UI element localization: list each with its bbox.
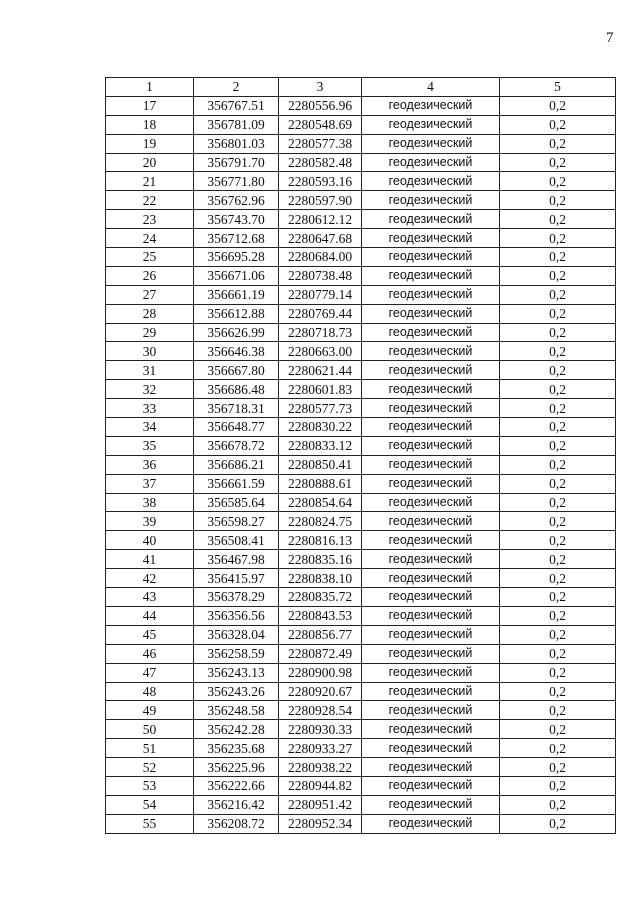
column-header: 3 bbox=[279, 78, 362, 97]
y-coordinate-cell: 2280577.38 bbox=[279, 134, 362, 153]
y-coordinate-cell: 2280920.67 bbox=[279, 682, 362, 701]
x-coordinate-cell: 356328.04 bbox=[194, 625, 279, 644]
point-number-cell: 36 bbox=[106, 455, 194, 474]
accuracy-cell: 0,2 bbox=[500, 531, 616, 550]
accuracy-cell: 0,2 bbox=[500, 210, 616, 229]
method-cell: геодезический bbox=[362, 304, 500, 323]
x-coordinate-cell: 356243.26 bbox=[194, 682, 279, 701]
y-coordinate-cell: 2280928.54 bbox=[279, 701, 362, 720]
point-number-cell: 43 bbox=[106, 588, 194, 607]
method-cell: геодезический bbox=[362, 153, 500, 172]
accuracy-cell: 0,2 bbox=[500, 739, 616, 758]
y-coordinate-cell: 2280856.77 bbox=[279, 625, 362, 644]
x-coordinate-cell: 356467.98 bbox=[194, 550, 279, 569]
point-number-cell: 38 bbox=[106, 493, 194, 512]
x-coordinate-cell: 356743.70 bbox=[194, 210, 279, 229]
x-coordinate-cell: 356258.59 bbox=[194, 644, 279, 663]
accuracy-cell: 0,2 bbox=[500, 266, 616, 285]
y-coordinate-cell: 2280612.12 bbox=[279, 210, 362, 229]
x-coordinate-cell: 356356.56 bbox=[194, 606, 279, 625]
point-number-cell: 55 bbox=[106, 814, 194, 833]
y-coordinate-cell: 2280718.73 bbox=[279, 323, 362, 342]
accuracy-cell: 0,2 bbox=[500, 455, 616, 474]
y-coordinate-cell: 2280938.22 bbox=[279, 758, 362, 777]
x-coordinate-cell: 356626.99 bbox=[194, 323, 279, 342]
table-row bbox=[106, 701, 616, 720]
x-coordinate-cell: 356678.72 bbox=[194, 436, 279, 455]
point-number-cell: 29 bbox=[106, 323, 194, 342]
point-number-cell: 53 bbox=[106, 776, 194, 795]
column-header: 2 bbox=[194, 78, 279, 97]
method-cell: геодезический bbox=[362, 115, 500, 134]
table-row bbox=[106, 248, 616, 267]
point-number-cell: 48 bbox=[106, 682, 194, 701]
table-row bbox=[106, 795, 616, 814]
table-row bbox=[106, 588, 616, 607]
y-coordinate-cell: 2280933.27 bbox=[279, 739, 362, 758]
accuracy-cell: 0,2 bbox=[500, 474, 616, 493]
method-cell: геодезический bbox=[362, 285, 500, 304]
y-coordinate-cell: 2280621.44 bbox=[279, 361, 362, 380]
x-coordinate-cell: 356248.58 bbox=[194, 701, 279, 720]
point-number-cell: 47 bbox=[106, 663, 194, 682]
table-row bbox=[106, 455, 616, 474]
accuracy-cell: 0,2 bbox=[500, 569, 616, 588]
table-row bbox=[106, 814, 616, 833]
accuracy-cell: 0,2 bbox=[500, 720, 616, 739]
y-coordinate-cell: 2280593.16 bbox=[279, 172, 362, 191]
x-coordinate-cell: 356243.13 bbox=[194, 663, 279, 682]
y-coordinate-cell: 2280888.61 bbox=[279, 474, 362, 493]
table-row bbox=[106, 531, 616, 550]
method-cell: геодезический bbox=[362, 134, 500, 153]
y-coordinate-cell: 2280900.98 bbox=[279, 663, 362, 682]
accuracy-cell: 0,2 bbox=[500, 814, 616, 833]
point-number-cell: 33 bbox=[106, 399, 194, 418]
point-number-cell: 39 bbox=[106, 512, 194, 531]
x-coordinate-cell: 356585.64 bbox=[194, 493, 279, 512]
x-coordinate-cell: 356646.38 bbox=[194, 342, 279, 361]
accuracy-cell: 0,2 bbox=[500, 153, 616, 172]
method-cell: геодезический bbox=[362, 663, 500, 682]
x-coordinate-cell: 356598.27 bbox=[194, 512, 279, 531]
x-coordinate-cell: 356781.09 bbox=[194, 115, 279, 134]
accuracy-cell: 0,2 bbox=[500, 115, 616, 134]
x-coordinate-cell: 356208.72 bbox=[194, 814, 279, 833]
table-row bbox=[106, 361, 616, 380]
point-number-cell: 25 bbox=[106, 248, 194, 267]
method-cell: геодезический bbox=[362, 814, 500, 833]
y-coordinate-cell: 2280835.16 bbox=[279, 550, 362, 569]
method-cell: геодезический bbox=[362, 399, 500, 418]
table-row bbox=[106, 266, 616, 285]
x-coordinate-cell: 356671.06 bbox=[194, 266, 279, 285]
method-cell: геодезический bbox=[362, 210, 500, 229]
y-coordinate-cell: 2280824.75 bbox=[279, 512, 362, 531]
y-coordinate-cell: 2280577.73 bbox=[279, 399, 362, 418]
method-cell: геодезический bbox=[362, 569, 500, 588]
table-row bbox=[106, 153, 616, 172]
method-cell: геодезический bbox=[362, 606, 500, 625]
accuracy-cell: 0,2 bbox=[500, 795, 616, 814]
point-number-cell: 50 bbox=[106, 720, 194, 739]
method-cell: геодезический bbox=[362, 644, 500, 663]
x-coordinate-cell: 356791.70 bbox=[194, 153, 279, 172]
coordinates-table bbox=[105, 77, 616, 834]
table-row bbox=[106, 512, 616, 531]
x-coordinate-cell: 356216.42 bbox=[194, 795, 279, 814]
method-cell: геодезический bbox=[362, 739, 500, 758]
x-coordinate-cell: 356222.66 bbox=[194, 776, 279, 795]
accuracy-cell: 0,2 bbox=[500, 418, 616, 437]
y-coordinate-cell: 2280647.68 bbox=[279, 229, 362, 248]
point-number-cell: 30 bbox=[106, 342, 194, 361]
point-number-cell: 20 bbox=[106, 153, 194, 172]
table-row bbox=[106, 134, 616, 153]
method-cell: геодезический bbox=[362, 96, 500, 115]
method-cell: геодезический bbox=[362, 172, 500, 191]
x-coordinate-cell: 356225.96 bbox=[194, 758, 279, 777]
column-header: 4 bbox=[362, 78, 500, 97]
method-cell: геодезический bbox=[362, 436, 500, 455]
x-coordinate-cell: 356648.77 bbox=[194, 418, 279, 437]
table-row bbox=[106, 399, 616, 418]
x-coordinate-cell: 356242.28 bbox=[194, 720, 279, 739]
y-coordinate-cell: 2280835.72 bbox=[279, 588, 362, 607]
method-cell: геодезический bbox=[362, 625, 500, 644]
table-row bbox=[106, 229, 616, 248]
table-row bbox=[106, 436, 616, 455]
accuracy-cell: 0,2 bbox=[500, 436, 616, 455]
table-body bbox=[106, 96, 616, 833]
table-row bbox=[106, 758, 616, 777]
x-coordinate-cell: 356378.29 bbox=[194, 588, 279, 607]
x-coordinate-cell: 356712.68 bbox=[194, 229, 279, 248]
point-number-cell: 23 bbox=[106, 210, 194, 229]
method-cell: геодезический bbox=[362, 720, 500, 739]
point-number-cell: 19 bbox=[106, 134, 194, 153]
method-cell: геодезический bbox=[362, 701, 500, 720]
accuracy-cell: 0,2 bbox=[500, 191, 616, 210]
method-cell: геодезический bbox=[362, 266, 500, 285]
x-coordinate-cell: 356762.96 bbox=[194, 191, 279, 210]
method-cell: геодезический bbox=[362, 493, 500, 512]
table-row bbox=[106, 418, 616, 437]
accuracy-cell: 0,2 bbox=[500, 550, 616, 569]
point-number-cell: 22 bbox=[106, 191, 194, 210]
method-cell: геодезический bbox=[362, 512, 500, 531]
accuracy-cell: 0,2 bbox=[500, 588, 616, 607]
table-row bbox=[106, 304, 616, 323]
y-coordinate-cell: 2280779.14 bbox=[279, 285, 362, 304]
accuracy-cell: 0,2 bbox=[500, 285, 616, 304]
point-number-cell: 40 bbox=[106, 531, 194, 550]
y-coordinate-cell: 2280930.33 bbox=[279, 720, 362, 739]
accuracy-cell: 0,2 bbox=[500, 229, 616, 248]
y-coordinate-cell: 2280769.44 bbox=[279, 304, 362, 323]
table-row bbox=[106, 663, 616, 682]
point-number-cell: 44 bbox=[106, 606, 194, 625]
y-coordinate-cell: 2280597.90 bbox=[279, 191, 362, 210]
table-row bbox=[106, 172, 616, 191]
y-coordinate-cell: 2280830.22 bbox=[279, 418, 362, 437]
point-number-cell: 27 bbox=[106, 285, 194, 304]
point-number-cell: 28 bbox=[106, 304, 194, 323]
accuracy-cell: 0,2 bbox=[500, 399, 616, 418]
x-coordinate-cell: 356686.21 bbox=[194, 455, 279, 474]
x-coordinate-cell: 356661.59 bbox=[194, 474, 279, 493]
table-row bbox=[106, 739, 616, 758]
point-number-cell: 24 bbox=[106, 229, 194, 248]
method-cell: геодезический bbox=[362, 682, 500, 701]
y-coordinate-cell: 2280601.83 bbox=[279, 380, 362, 399]
table-row bbox=[106, 210, 616, 229]
page-number: 7 bbox=[606, 30, 614, 46]
accuracy-cell: 0,2 bbox=[500, 304, 616, 323]
x-coordinate-cell: 356667.80 bbox=[194, 361, 279, 380]
accuracy-cell: 0,2 bbox=[500, 682, 616, 701]
accuracy-cell: 0,2 bbox=[500, 625, 616, 644]
y-coordinate-cell: 2280850.41 bbox=[279, 455, 362, 474]
table-header-row bbox=[106, 78, 616, 97]
accuracy-cell: 0,2 bbox=[500, 701, 616, 720]
point-number-cell: 26 bbox=[106, 266, 194, 285]
point-number-cell: 42 bbox=[106, 569, 194, 588]
accuracy-cell: 0,2 bbox=[500, 342, 616, 361]
x-coordinate-cell: 356801.03 bbox=[194, 134, 279, 153]
y-coordinate-cell: 2280738.48 bbox=[279, 266, 362, 285]
y-coordinate-cell: 2280663.00 bbox=[279, 342, 362, 361]
y-coordinate-cell: 2280838.10 bbox=[279, 569, 362, 588]
y-coordinate-cell: 2280952.34 bbox=[279, 814, 362, 833]
accuracy-cell: 0,2 bbox=[500, 758, 616, 777]
x-coordinate-cell: 356661.19 bbox=[194, 285, 279, 304]
accuracy-cell: 0,2 bbox=[500, 644, 616, 663]
table-row bbox=[106, 285, 616, 304]
table-row bbox=[106, 380, 616, 399]
table-row bbox=[106, 644, 616, 663]
y-coordinate-cell: 2280582.48 bbox=[279, 153, 362, 172]
method-cell: геодезический bbox=[362, 191, 500, 210]
accuracy-cell: 0,2 bbox=[500, 606, 616, 625]
y-coordinate-cell: 2280854.64 bbox=[279, 493, 362, 512]
method-cell: геодезический bbox=[362, 588, 500, 607]
accuracy-cell: 0,2 bbox=[500, 96, 616, 115]
x-coordinate-cell: 356767.51 bbox=[194, 96, 279, 115]
x-coordinate-cell: 356612.88 bbox=[194, 304, 279, 323]
point-number-cell: 21 bbox=[106, 172, 194, 191]
point-number-cell: 34 bbox=[106, 418, 194, 437]
accuracy-cell: 0,2 bbox=[500, 172, 616, 191]
method-cell: геодезический bbox=[362, 474, 500, 493]
y-coordinate-cell: 2280684.00 bbox=[279, 248, 362, 267]
method-cell: геодезический bbox=[362, 342, 500, 361]
accuracy-cell: 0,2 bbox=[500, 493, 616, 512]
point-number-cell: 46 bbox=[106, 644, 194, 663]
point-number-cell: 52 bbox=[106, 758, 194, 777]
accuracy-cell: 0,2 bbox=[500, 663, 616, 682]
y-coordinate-cell: 2280548.69 bbox=[279, 115, 362, 134]
table-row bbox=[106, 682, 616, 701]
table-row bbox=[106, 342, 616, 361]
accuracy-cell: 0,2 bbox=[500, 776, 616, 795]
x-coordinate-cell: 356235.68 bbox=[194, 739, 279, 758]
table-row bbox=[106, 550, 616, 569]
table-row bbox=[106, 115, 616, 134]
point-number-cell: 49 bbox=[106, 701, 194, 720]
y-coordinate-cell: 2280833.12 bbox=[279, 436, 362, 455]
method-cell: геодезический bbox=[362, 248, 500, 267]
point-number-cell: 45 bbox=[106, 625, 194, 644]
point-number-cell: 54 bbox=[106, 795, 194, 814]
table-row bbox=[106, 474, 616, 493]
y-coordinate-cell: 2280843.53 bbox=[279, 606, 362, 625]
table-row bbox=[106, 606, 616, 625]
table-row bbox=[106, 720, 616, 739]
method-cell: геодезический bbox=[362, 550, 500, 569]
accuracy-cell: 0,2 bbox=[500, 512, 616, 531]
point-number-cell: 31 bbox=[106, 361, 194, 380]
accuracy-cell: 0,2 bbox=[500, 361, 616, 380]
point-number-cell: 17 bbox=[106, 96, 194, 115]
x-coordinate-cell: 356415.97 bbox=[194, 569, 279, 588]
point-number-cell: 18 bbox=[106, 115, 194, 134]
table-row bbox=[106, 493, 616, 512]
x-coordinate-cell: 356771.80 bbox=[194, 172, 279, 191]
method-cell: геодезический bbox=[362, 229, 500, 248]
method-cell: геодезический bbox=[362, 361, 500, 380]
x-coordinate-cell: 356718.31 bbox=[194, 399, 279, 418]
accuracy-cell: 0,2 bbox=[500, 248, 616, 267]
y-coordinate-cell: 2280951.42 bbox=[279, 795, 362, 814]
method-cell: геодезический bbox=[362, 758, 500, 777]
y-coordinate-cell: 2280872.49 bbox=[279, 644, 362, 663]
method-cell: геодезический bbox=[362, 418, 500, 437]
point-number-cell: 35 bbox=[106, 436, 194, 455]
column-header: 1 bbox=[106, 78, 194, 97]
point-number-cell: 37 bbox=[106, 474, 194, 493]
method-cell: геодезический bbox=[362, 380, 500, 399]
table-row bbox=[106, 625, 616, 644]
column-header: 5 bbox=[500, 78, 616, 97]
method-cell: геодезический bbox=[362, 323, 500, 342]
method-cell: геодезический bbox=[362, 531, 500, 550]
point-number-cell: 32 bbox=[106, 380, 194, 399]
table-row bbox=[106, 191, 616, 210]
table-row bbox=[106, 569, 616, 588]
x-coordinate-cell: 356695.28 bbox=[194, 248, 279, 267]
y-coordinate-cell: 2280944.82 bbox=[279, 776, 362, 795]
method-cell: геодезический bbox=[362, 776, 500, 795]
x-coordinate-cell: 356686.48 bbox=[194, 380, 279, 399]
accuracy-cell: 0,2 bbox=[500, 134, 616, 153]
x-coordinate-cell: 356508.41 bbox=[194, 531, 279, 550]
accuracy-cell: 0,2 bbox=[500, 380, 616, 399]
method-cell: геодезический bbox=[362, 455, 500, 474]
method-cell: геодезический bbox=[362, 795, 500, 814]
table-row bbox=[106, 96, 616, 115]
point-number-cell: 51 bbox=[106, 739, 194, 758]
point-number-cell: 41 bbox=[106, 550, 194, 569]
table-row bbox=[106, 323, 616, 342]
accuracy-cell: 0,2 bbox=[500, 323, 616, 342]
y-coordinate-cell: 2280556.96 bbox=[279, 96, 362, 115]
y-coordinate-cell: 2280816.13 bbox=[279, 531, 362, 550]
table-row bbox=[106, 776, 616, 795]
